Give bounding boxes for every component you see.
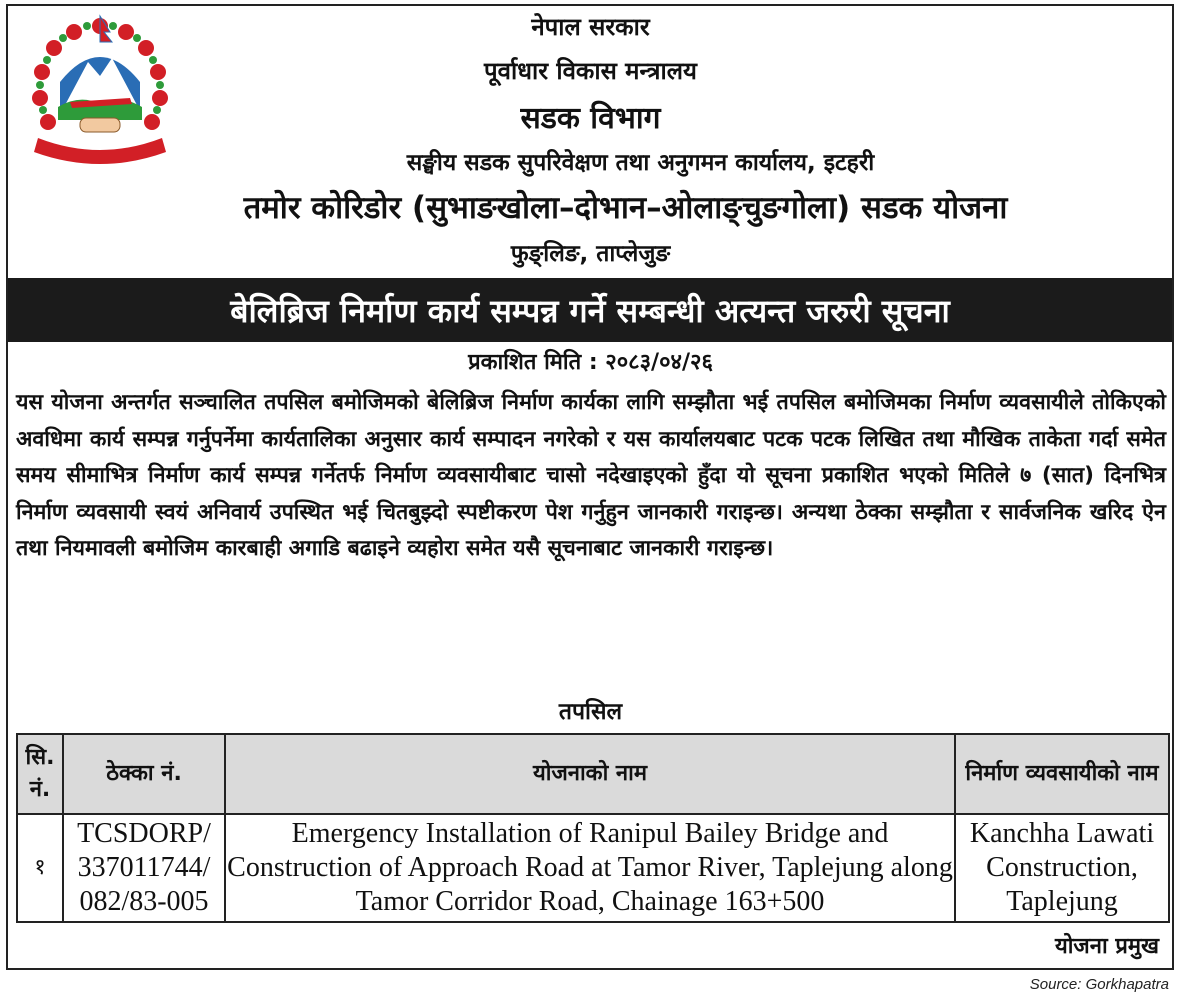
schedule-table	[16, 733, 1170, 923]
published-date: २०८३/०४/२६	[605, 350, 713, 375]
signature-title: योजना प्रमुख	[1054, 934, 1159, 959]
column-header-project-name: योजनाको नाम	[225, 734, 955, 814]
table-header-row	[17, 734, 1169, 814]
notice-body: यस योजना अन्तर्गत सञ्चालित तपसिल बमोजिमको बेलिब्रिज निर्माण कार्यका लागि सम्झौता भई तपसिल बमोजिमका निर्माण व्यवसायीले तोकिएको अवधिमा कार्य सम्पन्न गर्नुपर्नेमा कार्यतालिका अनुसार कार्य सम्पादन नगरेको र यस कार्यालयबाट पटक पटक लिखित तथा मौखिक ताकेता गर्दा समेत समय सीमाभित्र निर्माण कार्य सम्पन्न गर्नेतर्फ निर्माण व्यवसायीबाट चासो नदेखाइएको हुँदा यो सूचना प्रकाशित भएको मितिले ७ (सात) दिनभित्र निर्माण व्यवसायी स्वयं अनिवार्य उपस्थित भई चितबुझ्दो स्पष्टीकरण पेश गर्नुहुन जानकारी गराइन्छ। अन्यथा ठेक्का सम्झौता र सार्वजनिक खरिद ऐन तथा नियमावली बमोजिम कारबाही अगाडि बढाइने व्यहोरा समेत यसै सूचनाबाट जानकारी गराइन्छ।	[16, 390, 1166, 561]
published-date-line	[0, 346, 1181, 376]
office-location: फुङ्लिङ, ताप्लेजुङ	[510, 241, 671, 267]
cell-project-name: Emergency Installation of Ranipul Bailey Bridge and Construction of Approach Road at Tamor River, Taplejung along Tamor Corridor Road, Chainage 163+500	[225, 814, 955, 922]
published-label: प्रकाशित मिति :	[468, 350, 598, 375]
cell-contractor: Kanchha Lawati Construction, Taplejung	[955, 814, 1169, 922]
department-name: सडक विभाग	[520, 101, 661, 136]
office-name: सङ्घीय सडक सुपरिवेक्षण तथा अनुगमन कार्यालय, इटहरी	[406, 150, 875, 176]
project-name: तमोर कोरिडोर (सुभाङखोला–दोभान–ओलाङ्चुङगोला) सडक योजना	[243, 190, 1008, 226]
notice-title: बेलिब्रिज निर्माण कार्य सम्पन्न गर्ने सम्बन्धी अत्यन्त जरुरी सूचना	[230, 291, 950, 330]
column-header-contractor: निर्माण व्यवसायीको नाम	[955, 734, 1169, 814]
ministry-name: पूर्वाधार विकास मन्त्रालय	[484, 57, 697, 85]
cell-sn: १	[17, 814, 63, 922]
cell-contract-no: TCSDORP/ 337011744/ 082/83-005	[63, 814, 225, 922]
table-row	[17, 814, 1169, 922]
column-header-sn: सि. नं.	[17, 734, 63, 814]
government-name: नेपाल सरकार	[531, 13, 650, 41]
source-credit: Source: Gorkhapatra	[1029, 976, 1169, 993]
column-header-contract-no: ठेक्का नं.	[63, 734, 225, 814]
notice-title-banner	[8, 278, 1172, 342]
schedule-title: तपसिल	[558, 699, 623, 725]
